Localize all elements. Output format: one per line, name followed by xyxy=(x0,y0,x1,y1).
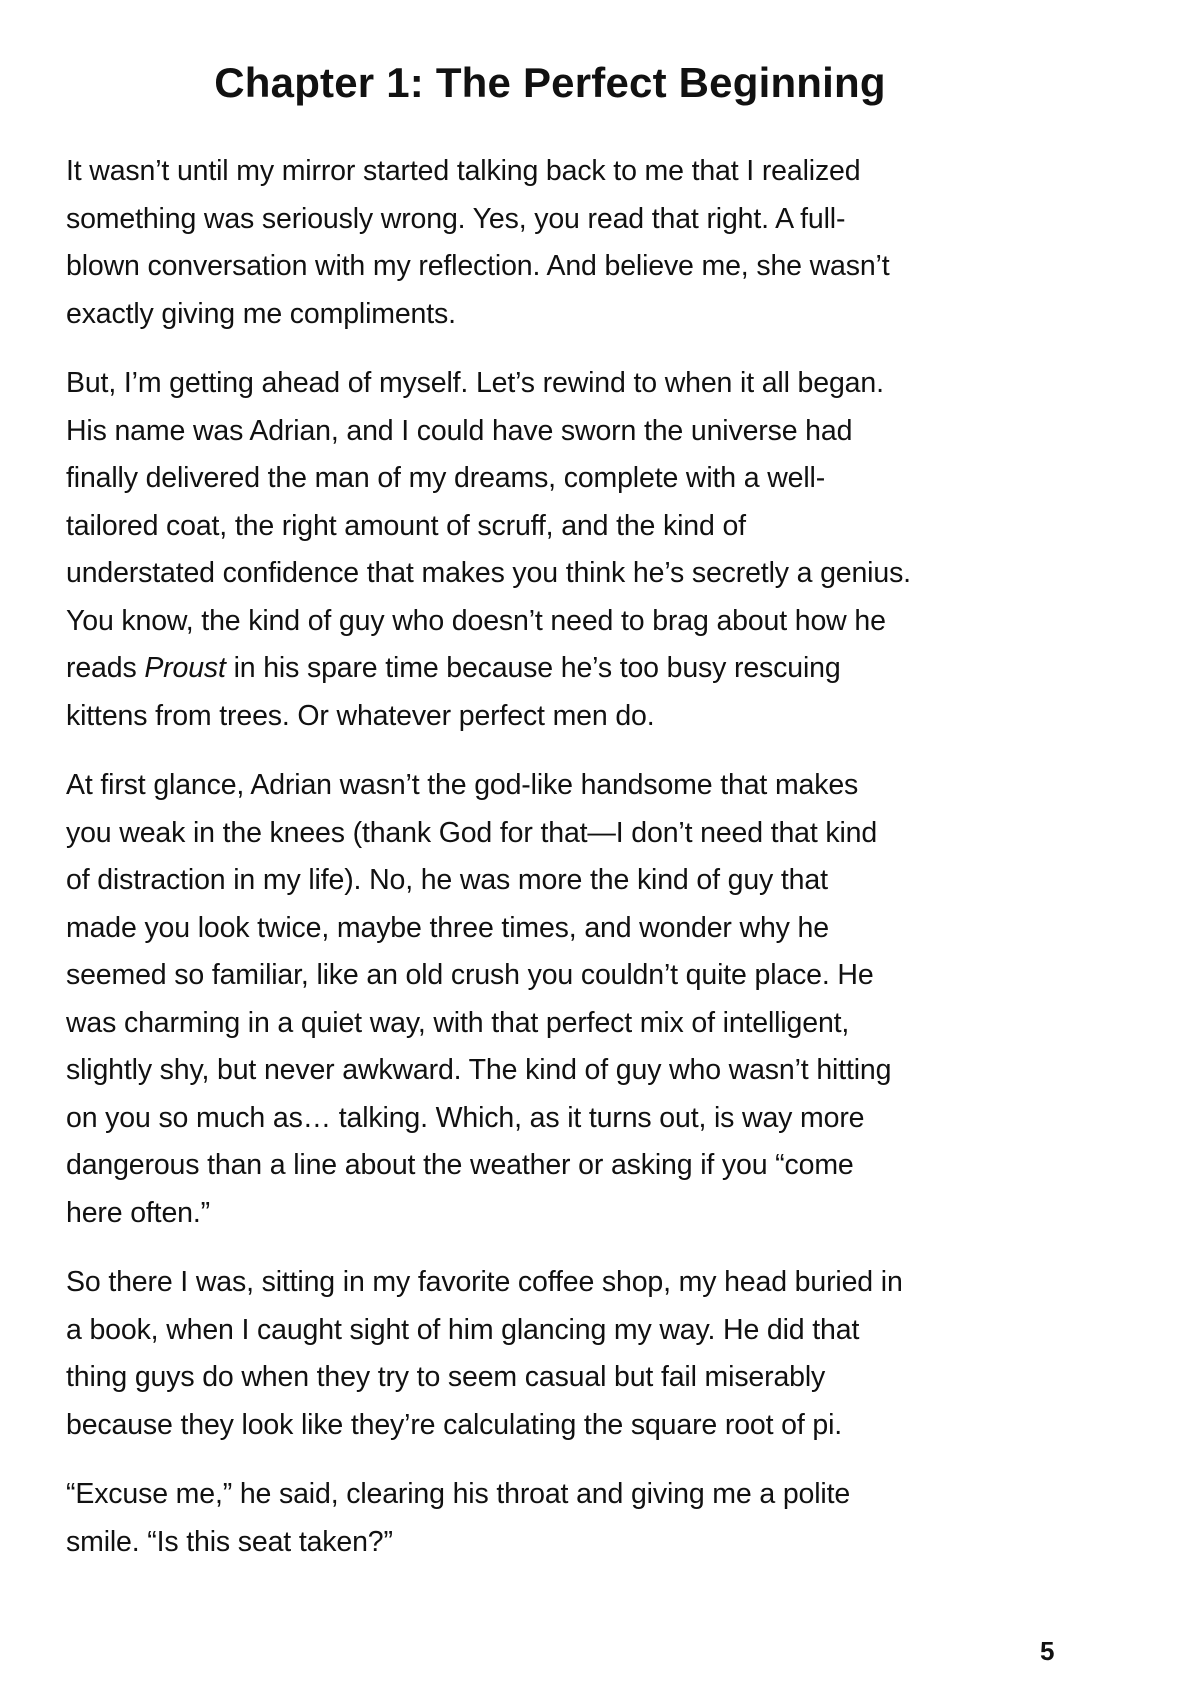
text-segment: in his spare time because he’s too busy rescuing xyxy=(225,652,841,684)
text-line: kittens from trees. Or whatever perfect men do. xyxy=(66,699,655,732)
paragraph-4 xyxy=(66,1259,1066,1449)
chapter-title: Chapter 1: The Perfect Beginning xyxy=(214,59,886,106)
page-number: 5 xyxy=(1040,1636,1055,1666)
text-line: But, I’m getting ahead of myself. Let’s rewind to when it all began. xyxy=(66,367,884,399)
paragraph-2 xyxy=(66,360,1066,740)
text-line: tailored coat, the right amount of scruff, and the kind of xyxy=(66,509,746,542)
body-text xyxy=(66,148,1066,1588)
text-segment: reads xyxy=(66,652,145,684)
text-line: exactly giving me compliments. xyxy=(66,297,456,330)
text-line: was charming in a quiet way, with that perfect mix of intelligent, xyxy=(66,1006,850,1039)
text-line: understated confidence that makes you think he’s secretly a genius. xyxy=(66,557,911,589)
text-line: smile. “Is this seat taken?” xyxy=(66,1525,393,1558)
text-line: At first glance, Adrian wasn’t the god-like handsome that makes xyxy=(66,769,859,801)
text-line: thing guys do when they try to seem casual but fail miserably xyxy=(66,1361,826,1393)
text-line: dangerous than a line about the weather or asking if you “come xyxy=(66,1149,854,1181)
text-line: slightly shy, but never awkward. The kind of guy who wasn’t hitting xyxy=(66,1054,892,1086)
text-line: a book, when I caught sight of him glancing my way. He did that xyxy=(66,1313,860,1346)
text-line: you weak in the knees (thank God for that—I don’t need that kind xyxy=(66,816,878,849)
text-line: here often.” xyxy=(66,1196,210,1229)
paragraph-1 xyxy=(66,148,1066,338)
text-line: So there I was, sitting in my favorite coffee shop, my head buried in xyxy=(66,1266,903,1298)
text-line: finally delivered the man of my dreams, complete with a well- xyxy=(66,462,826,494)
paragraph-5 xyxy=(66,1471,1066,1566)
text-line: something was seriously wrong. Yes, you read that right. A full- xyxy=(66,202,846,235)
text-line-with-italic xyxy=(66,645,1066,693)
text-line: of distraction in my life). No, he was more the kind of guy that xyxy=(66,864,828,896)
text-line: You know, the kind of guy who doesn’t need to brag about how he xyxy=(66,604,886,637)
text-line: seemed so familiar, like an old crush you couldn’t quite place. He xyxy=(66,959,874,991)
text-line: because they look like they’re calculating the square root of pi. xyxy=(66,1408,843,1441)
text-line: It wasn’t until my mirror started talking back to me that I realized xyxy=(66,155,861,187)
text-line: made you look twice, maybe three times, and wonder why he xyxy=(66,911,829,944)
text-line: blown conversation with my reflection. And believe me, she wasn’t xyxy=(66,250,890,282)
text-line: His name was Adrian, and I could have sworn the universe had xyxy=(66,414,853,447)
text-line: “Excuse me,” he said, clearing his throat and giving me a polite xyxy=(66,1478,851,1510)
paragraph-3 xyxy=(66,762,1066,1237)
text-line: on you so much as… talking. Which, as it turns out, is way more xyxy=(66,1101,865,1134)
italic-title: Proust xyxy=(144,652,226,684)
